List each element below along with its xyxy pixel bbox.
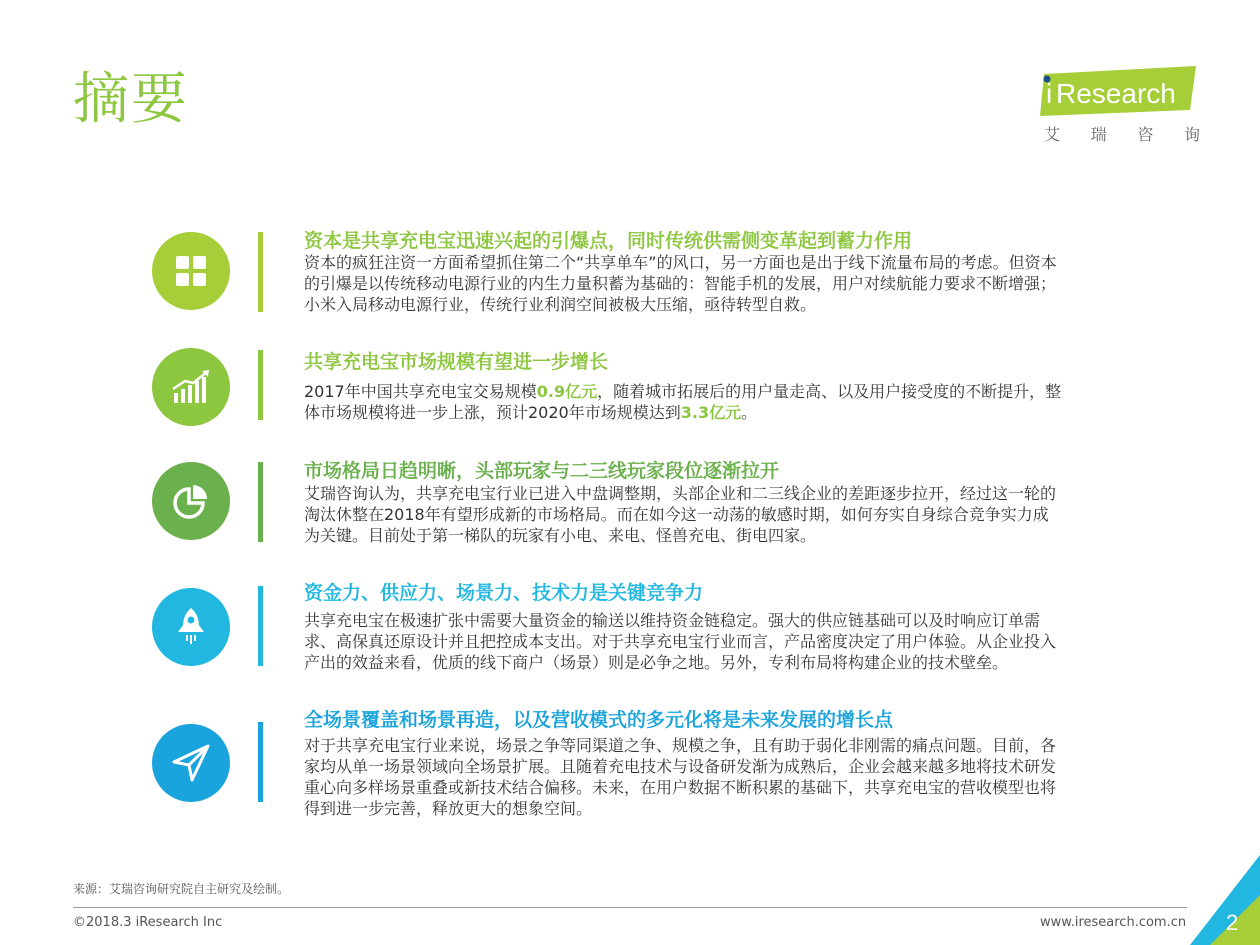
- item-body: 资本的疯狂注资一方面希望抓住第二个“共享单车”的风口，另一方面也是出于线下流量布局的考虑。但资本的引爆是以传统移动电源行业的内生力量积蓄为基础的：智能手机的发展，用户对续航能力要求不断增强；小米入局移动电源行业，传统行业利润空间被极大压缩，亟待转型自救。: [304, 253, 1057, 314]
- accent-bar: [258, 232, 263, 312]
- accent-bar: [258, 586, 263, 666]
- item-icon-circle: [152, 232, 230, 310]
- footer-divider: [73, 907, 1187, 908]
- item-body: 共享充电宝在极速扩张中需要大量资金的输送以维持资金链稳定。强大的供应链基础可以及时响应订单需求、高保真还原设计并且把控成本支出。对于共享充电宝行业而言，产品密度决定了用户体验。从企业投入产出的效益来看，优质的线下商户（场景）则是必争之地。另外，专利布局将构建企业的技术壁垒。: [304, 611, 1057, 672]
- item-icon-circle: [152, 724, 230, 802]
- website-link[interactable]: www.iresearch.com.cn: [1040, 915, 1187, 930]
- highlight-value: 0.9亿元: [536, 382, 598, 401]
- accent-bar: [258, 350, 263, 420]
- pie-chart-icon: [171, 481, 211, 521]
- item-icon-circle: [152, 348, 230, 426]
- rocket-icon: [174, 606, 208, 648]
- accent-bar: [258, 722, 263, 802]
- accent-bar: [258, 462, 263, 542]
- logo-sub-char: 询: [1183, 125, 1200, 144]
- growth-chart-icon: [171, 369, 211, 405]
- highlight-value: 3.3亿元: [680, 403, 742, 422]
- logo-text: Research: [1056, 78, 1176, 109]
- item-title: 资本是共享充电宝迅速兴起的引爆点，同时传统供需侧变革起到蓄力作用: [304, 230, 913, 252]
- iresearch-logo: [1040, 66, 1200, 146]
- send-icon: [170, 742, 212, 784]
- copyright: ©2018.3 iResearch Inc: [73, 915, 223, 930]
- item-icon-circle: [152, 462, 230, 540]
- item-body: 艾瑞咨询认为，共享充电宝行业已进入中盘调整期，头部企业和二三线企业的差距逐步拉开，经过这一轮的淘汰休整在2018年有望形成新的市场格局。而在如今这一动荡的敏感时期，如何夯实自身综合竞争实力成为关键。目前处于第一梯队的玩家有小电、来电、怪兽充电、街电四家。: [304, 484, 1057, 545]
- logo-i: i: [1046, 78, 1053, 109]
- item-body: 对于共享充电宝行业来说，场景之争等同渠道之争、规模之争，且有助于弱化非刚需的痛点问题。目前，各家均从单一场景领域向全场景扩展。且随着充电技术与设备研发渐为成熟后，企业会越来越多地将技术研发重心向多样场景重叠或新技术结合偏移。未来，在用户数据不断积累的基础下，共享充电宝的营收模型也将得到进一步完善，释放更大的想象空间。: [304, 736, 1057, 818]
- page-number: 2: [1226, 910, 1239, 935]
- body-text: 。: [741, 403, 758, 422]
- body-text: ，随着城市拓展后的用户量走高、以及用户接受度的不断提升，整体市场规模将进一步上涨，预计2020年市场规模达到: [304, 382, 1062, 422]
- logo-sub-char: 瑞: [1090, 125, 1107, 144]
- logo-subtitle: [1044, 122, 1200, 145]
- body-text: 2017年中国共享充电宝交易规模: [304, 382, 537, 401]
- item-title: 资金力、供应力、场景力、技术力是关键竞争力: [304, 582, 704, 604]
- item-icon-circle: [152, 588, 230, 666]
- logo-sub-char: 艾: [1044, 125, 1061, 144]
- corner-decoration-icon: [1190, 855, 1260, 945]
- item-title: 全场景覆盖和场景再造，以及营收模式的多元化将是未来发展的增长点: [304, 709, 894, 731]
- item-title: 市场格局日趋明晰，头部玩家与二三线玩家段位逐渐拉开: [304, 460, 780, 482]
- page-title: 摘要: [73, 67, 189, 132]
- logo-sub-char: 咨: [1137, 125, 1154, 144]
- grid-icon: [174, 254, 208, 288]
- source-note: 来源：艾瑞咨询研究院自主研究及绘制。: [73, 882, 290, 896]
- item-title: 共享充电宝市场规模有望进一步增长: [304, 351, 609, 373]
- item-body: [304, 381, 1064, 423]
